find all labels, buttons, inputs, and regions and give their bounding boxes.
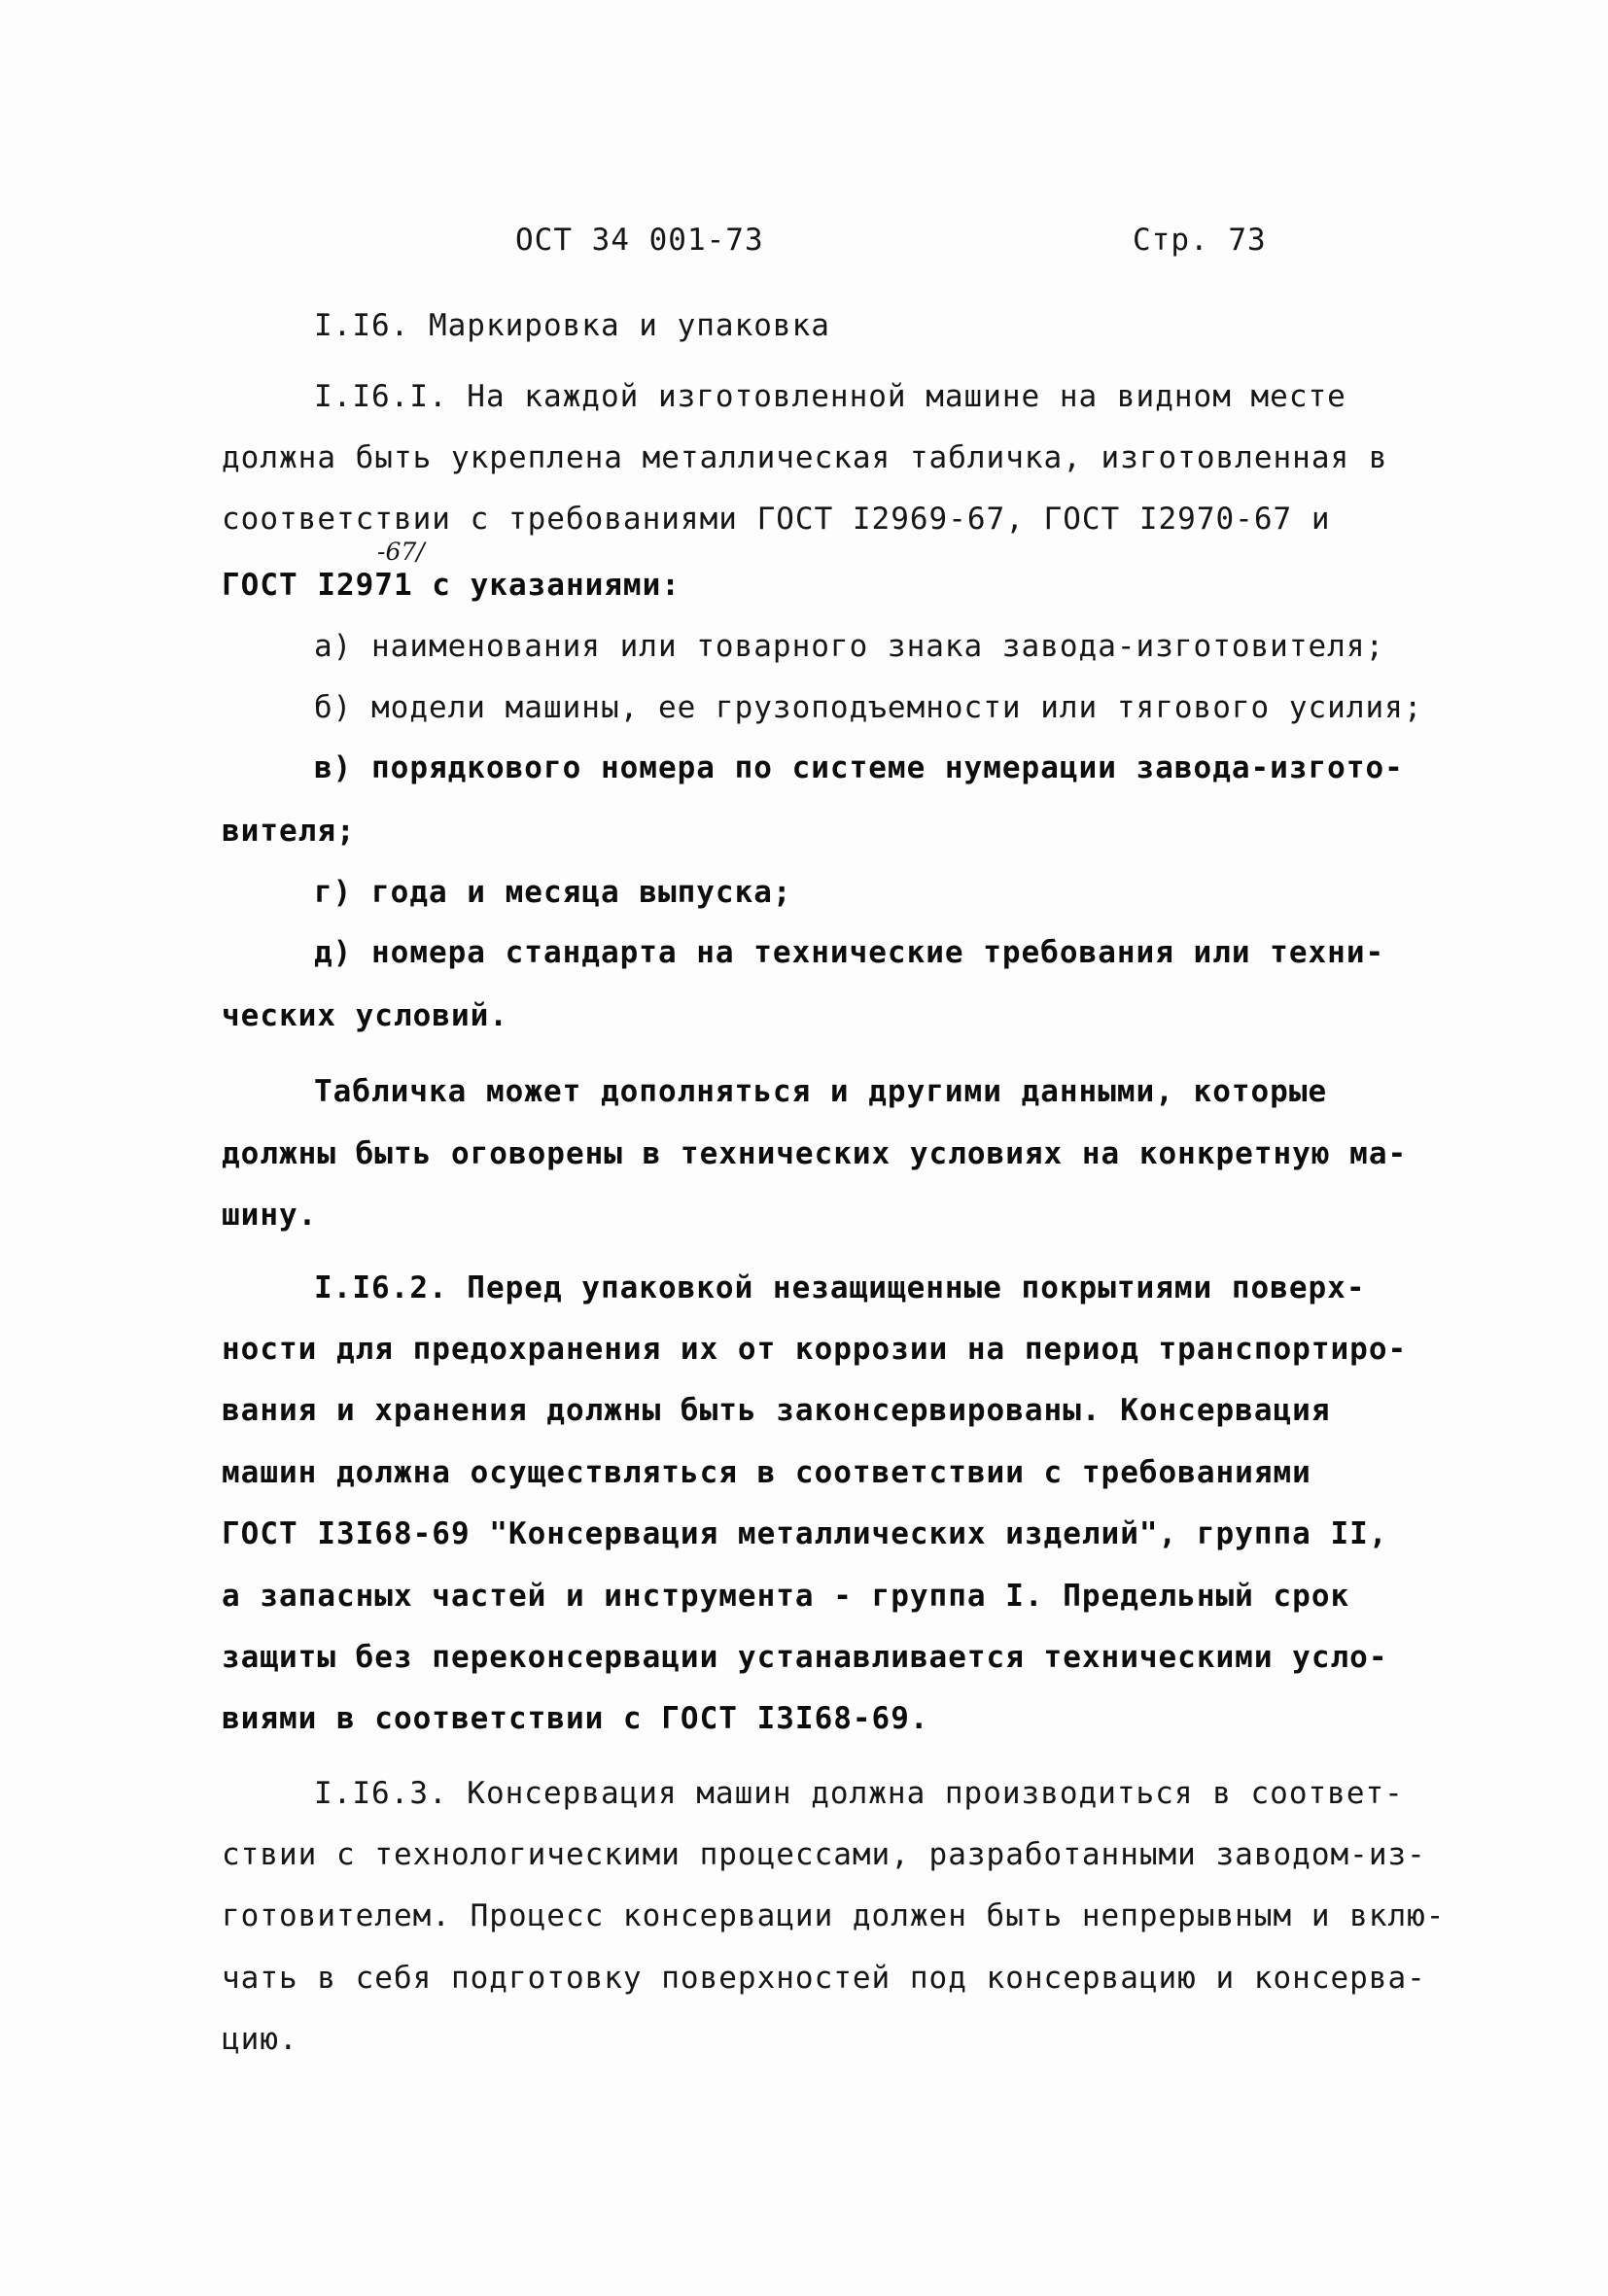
paragraph-1-line: ГОСТ I2971 с указаниями: (222, 568, 681, 603)
list-item: а) наименования или товарного знака завода-изготовителя; (314, 629, 1385, 664)
paragraph-4-line: I.I6.3. Консервация машин должна производиться в соответ- (314, 1776, 1404, 1811)
list-item: ческих условий. (222, 998, 508, 1033)
paragraph-1-line: должна быть укреплена металлическая табличка, изготовленная в (222, 440, 1388, 475)
paragraph-4-line: готовителем. Процесс консервации должен быть непрерывным и вклю- (222, 1898, 1446, 1933)
paragraph-3-line: ности для предохранения их от коррозии на период транспортиро- (222, 1332, 1408, 1367)
list-item: б) модели машины, ее грузоподъемности или тягового усилия; (314, 690, 1423, 725)
page-number: Стр. 73 (1133, 223, 1267, 258)
paragraph-3-line: вания и хранения должны быть законсервированы. Консервация (222, 1393, 1331, 1428)
paragraph-2-line: должны быть оговорены в технических условиях на конкретную ма- (222, 1136, 1408, 1171)
list-item: д) номера стандарта на технические требования или техни- (314, 935, 1385, 970)
section-title: I.I6. Маркировка и упаковка (314, 308, 830, 343)
paragraph-1-line: I.I6.I. На каждой изготовленной машине на видном месте (314, 379, 1346, 414)
paragraph-2-line: Табличка может дополняться и другими данными, которые (314, 1074, 1328, 1109)
doc-code: ОСТ 34 001-73 (515, 223, 764, 258)
paragraph-4-line: чать в себя подготовку поверхностей под консервацию и консерва- (222, 1961, 1426, 1996)
list-item: в) порядкового номера по системе нумерации завода-изгото- (314, 750, 1404, 785)
paragraph-3-line: виями в соответствии с ГОСТ I3I68-69. (222, 1701, 929, 1736)
paragraph-4-line: ствии с технологическими процессами, разработанными заводом-из- (222, 1837, 1426, 1872)
paragraph-3-line: I.I6.2. Перед упаковкой незащищенные покрытиями поверх- (314, 1270, 1366, 1305)
handwritten-note: -67/ (377, 538, 425, 566)
paragraph-3-line: а запасных частей и инструмента - группа I. Предельный срок (222, 1579, 1350, 1614)
paragraph-1-line: соответствии с требованиями ГОСТ I2969-67, ГОСТ I2970-67 и (222, 502, 1331, 537)
paragraph-3-line: ГОСТ I3I68-69 "Консервация металлических изделий", группа II, (222, 1516, 1388, 1551)
paragraph-3-line: машин должна осуществляться в соответствии с требованиями (222, 1455, 1311, 1490)
list-item: г) года и месяца выпуска; (314, 875, 792, 910)
paragraph-3-line: защиты без переконсервации устанавливается техническими усло- (222, 1640, 1388, 1675)
paragraph-4-line: цию. (222, 2022, 298, 2057)
list-item: вителя; (222, 814, 356, 849)
paragraph-2-line: шину. (222, 1198, 318, 1233)
